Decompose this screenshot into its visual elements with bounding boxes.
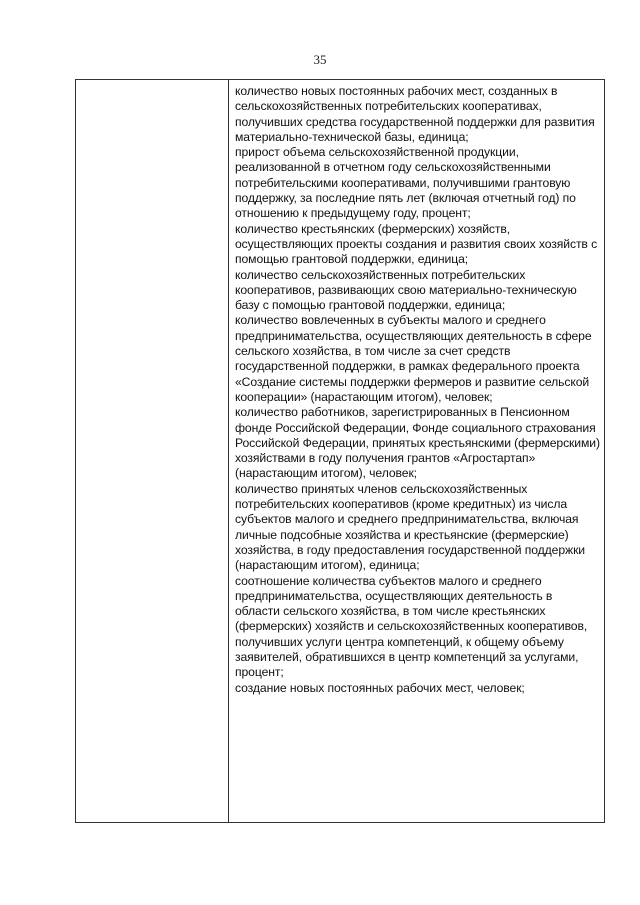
indicator-paragraph: прирост объема сельскохозяйственной продукции, реализованной в отчетном году сельскохозяйственными потребительскими кооперативами, получившими грантовую поддержку, за последние пять лет (включая отчетный год) по отношению к предыдущему году, процент; [235,145,576,221]
table-right-column [229,80,604,822]
indicator-paragraph: количество вовлеченных в субъекты малого и среднего предпринимательства, осуществляющих деятельность в сфере сельского хозяйства, в том числе за счет средств государственной поддержки, в рамках федерального проекта «Создание системы поддержки фермеров и развитие сельской кооперации» (нарастающим итогом), человек; [235,313,592,404]
indicator-paragraph: количество сельскохозяйственных потребительских кооперативов, развивающих свою материально-техническую базу с помощью грантовой поддержки, единица; [235,267,577,313]
indicator-table [75,79,605,823]
indicator-paragraph: количество крестьянских (фермерских) хозяйств, осуществляющих проекты создания и развития своих хозяйств с помощью грантовой поддержки, единица; [235,221,598,267]
indicator-paragraph: создание новых постоянных рабочих мест, человек; [235,680,525,695]
indicator-paragraph: количество работников, зарегистрированных в Пенсионном фонде Российской Федерации, Фонде социального страхования Российской Федерации, принятых крестьянскими (фермерскими) хозяйствами в году получения грантов «Агростартап» (нарастающим итогом), человек; [235,405,600,481]
indicator-paragraph: количество новых постоянных рабочих мест, созданных в сельскохозяйственных потребительских кооперативах, получивших средства государственной поддержки для развития материально-технической базы, единица; [235,84,595,144]
indicator-paragraph: соотношение количества субъектов малого и среднего предпринимательства, осуществляющих деятельность в области сельского хозяйства, в том числе крестьянских (фермерских) хозяйств и сельскохозяйственных кооперативов, получивших услуги центра компетенций, к общему объему заявителей, обратившихся в центр компетенций за услугами, процент; [235,573,588,680]
table-left-column [76,80,229,822]
indicator-paragraph: количество принятых членов сельскохозяйственных потребительских кооперативов (кроме кредитных) из числа субъектов малого и среднего предпринимательства, включая личные подсобные хозяйства и крестьянские (фермерские) хозяйства, в году предоставления государственной поддержки (нарастающим итогом), единица; [235,481,586,573]
page-number: 35 [313,52,327,67]
